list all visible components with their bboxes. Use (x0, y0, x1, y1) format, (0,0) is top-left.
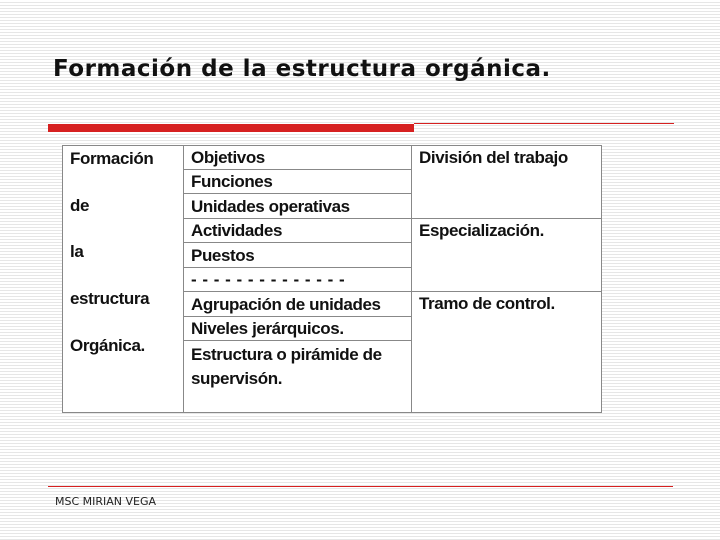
right-item: División del trabajo (412, 146, 601, 219)
left-column (63, 146, 184, 412)
organic-structure-table (62, 145, 602, 413)
right-item: Especialización. (412, 219, 601, 292)
left-word: Orgánica. (70, 336, 145, 355)
right-item: Tramo de control. (419, 294, 555, 313)
left-word: estructura (70, 289, 150, 308)
middle-item: Objetivos (184, 146, 411, 170)
title-underline (414, 123, 674, 124)
middle-dashed-divider: - - - - - - - - - - - - - - (184, 268, 411, 292)
left-word: la (70, 242, 84, 261)
left-word: de (70, 196, 90, 215)
middle-column (184, 146, 412, 412)
slide-title: Formación de la estructura orgánica. (53, 56, 551, 82)
right-column (412, 146, 601, 412)
footer-rule (48, 486, 673, 487)
middle-item: Funciones (184, 170, 411, 194)
middle-item-multiline (184, 342, 411, 391)
middle-item-line: Estructura o pirámide de (191, 345, 382, 364)
middle-item: Agrupación de unidades (184, 293, 411, 317)
left-word: Formación (70, 149, 154, 168)
middle-item: Niveles jerárquicos. (184, 317, 411, 341)
middle-item: Puestos (184, 244, 411, 268)
title-accent-bar (48, 124, 414, 132)
middle-item: Actividades (184, 219, 411, 243)
middle-item: Unidades operativas (184, 195, 411, 219)
footer-author: MSC MIRIAN VEGA (55, 495, 157, 508)
middle-item-line: supervisón. (191, 369, 283, 388)
